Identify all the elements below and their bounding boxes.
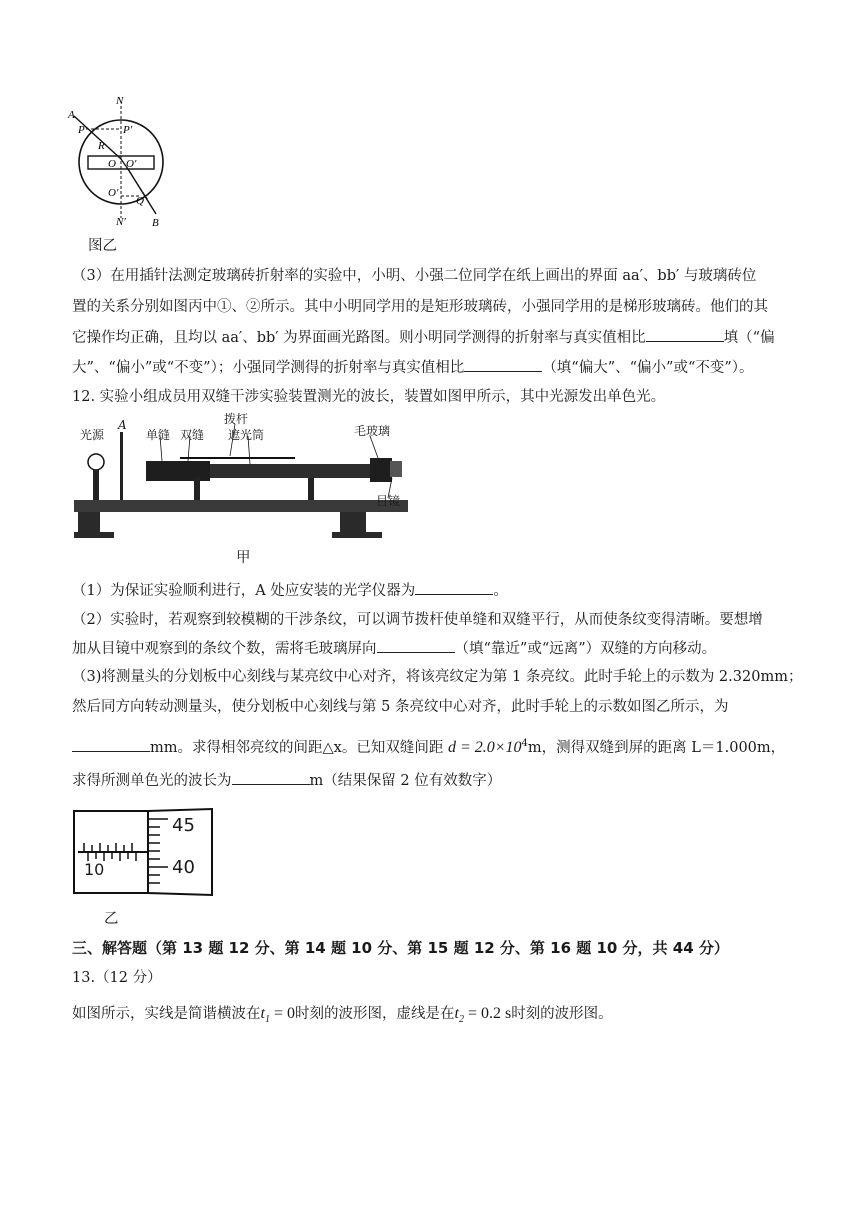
q11-3-line3-text: 它操作均正确，且均以 aa′、bb′ 为界面画光路图。则小明同学测得的折射率与真实值相比 (72, 330, 646, 346)
q11-3-line3 (72, 327, 775, 348)
q12-part2-text: 加从目镜中观察到的条纹个数，需将毛玻璃屏向 (72, 641, 377, 657)
label-B: B (152, 217, 159, 229)
q13-t1 (260, 1005, 295, 1026)
label-P: P (78, 124, 85, 136)
refraction-figure (66, 92, 176, 232)
label-A: A (68, 109, 75, 121)
label-rod: 拨杆 (224, 412, 249, 426)
micrometer-main-label: 10 (84, 860, 105, 879)
answer-blank-wavelength[interactable] (232, 770, 310, 785)
q13-text (72, 1004, 613, 1030)
label-R: R (98, 140, 105, 152)
q11-3-line4 (72, 357, 754, 378)
q13-text-c: 时刻的波形图。 (511, 1006, 613, 1022)
figure-caption-yi-top: 图乙 (88, 238, 117, 254)
q12-part2-line2 (72, 638, 716, 659)
label-Q: Q (136, 195, 144, 207)
q11-3-line4-end: （填“偏大”、“偏小”或“不变”）。 (542, 360, 754, 376)
q13-text-b: 时刻的波形图，虚线是在 (294, 1006, 455, 1022)
label-double-slit: 双缝 (180, 428, 205, 442)
figure-caption-jia: 甲 (236, 550, 251, 566)
q13-t2 (454, 1005, 512, 1026)
label-N-prime: N′ (116, 216, 126, 228)
q11-3-line4-text: 大”、“偏小”或“不变”）；小强同学测得的折射率与真实值相比 (72, 360, 465, 376)
label-O-prime: O′ (126, 158, 137, 170)
q13-t2-symbol: t (454, 1005, 459, 1022)
q12-part3-line4-end: m（结果保留 2 位有效数字） (309, 773, 502, 789)
q11-3-line1: （3）在用插针法测定玻璃砖折射率的实验中，小明、小强二位同学在纸上画出的界面 aa′、bb′ 与玻璃砖位 (72, 268, 757, 284)
formula-d: d = 2.0×10 (447, 738, 522, 756)
q12-part1 (72, 580, 508, 601)
q11-3-line2: 置的关系分别如图丙中①、②所示。其中小明同学用的是矩形玻璃砖，小强同学用的是梯形玻璃砖。他们的其 (72, 299, 768, 315)
label-O: O (108, 158, 116, 170)
q13-number: 13.（12 分） (72, 970, 162, 986)
label-eyepiece: 目镜 (376, 494, 401, 508)
q12-part3-line4 (72, 770, 501, 791)
answer-blank-optical-instrument[interactable] (415, 580, 493, 595)
q13-t1-subscript: 1 (264, 1014, 270, 1026)
label-light-source: 光源 (80, 428, 105, 442)
q12-part3-line3-text: mm。求得相邻亮纹的间距△x。已知双缝间距 (150, 739, 444, 756)
micrometer-figure (72, 805, 222, 900)
q12-part1-end: 。 (493, 583, 508, 599)
label-O-prime-2: O′ (108, 187, 119, 199)
label-P-prime: P′ (123, 124, 133, 136)
q12-part1-text: （1）为保证实验顺利进行，A 处应安装的光学仪器为 (72, 583, 416, 599)
label-tube: 遮光筒 (228, 428, 265, 442)
q13-t2-value: = 0.2 s (463, 1005, 512, 1022)
q12-part3-line3 (72, 734, 785, 758)
label-A-position: A (118, 418, 127, 432)
label-ground-glass: 毛玻璃 (354, 424, 391, 438)
answer-blank-xiaoqiang[interactable] (464, 357, 542, 372)
q13-t1-symbol: t (260, 1005, 265, 1022)
micrometer-upper-label: 45 (172, 815, 195, 836)
formula-d-exponent: 4 (521, 738, 528, 749)
q12-part3-line3-end: m，测得双缝到屏的距离 L＝1.000m， (527, 739, 786, 756)
answer-blank-reading[interactable] (72, 737, 150, 752)
q11-3-line3-after: 填（“偏 (723, 330, 775, 346)
q12-part3-line2: 然后同方向转动测量头，使分划板中心刻线与第 5 条亮纹中心对齐，此时手轮上的示数如图乙所示，为 (72, 699, 729, 715)
label-N: N (116, 95, 124, 107)
q12-part2-line1: （2）实验时，若观察到较模糊的干涉条纹，可以调节拨杆使单缝和双缝平行，从而使条纹变得清晰。要想增 (72, 612, 763, 628)
answer-blank-screen-direction[interactable] (377, 638, 455, 653)
q13-t1-value: = 0 (269, 1005, 295, 1022)
double-slit-apparatus-figure (70, 414, 415, 540)
figure-caption-yi-micrometer: 乙 (104, 911, 119, 927)
answer-blank-xiaoming[interactable] (646, 327, 724, 342)
section-3-title: 三、解答题（第 13 题 12 分、第 14 题 10 分、第 15 题 12 分、第 16 题 10 分，共 44 分） (72, 939, 729, 957)
q13-text-a: 如图所示，实线是简谐横波在 (72, 1006, 261, 1022)
q13-t2-subscript: 2 (458, 1014, 464, 1026)
q12-stem: 12. 实验小组成员用双缝干涉实验装置测光的波长，装置如图甲所示，其中光源发出单色光。 (72, 389, 666, 405)
label-single-slit: 单缝 (146, 428, 171, 442)
micrometer-lower-label: 40 (172, 857, 195, 878)
q12-part3-line4-text: 求得所测单色光的波长为 (72, 773, 232, 789)
q12-part3-line1: （3)将测量头的分划板中心刻线与某亮纹中心对齐，将该亮纹定为第 1 条亮纹。此时手轮上的示数为 2.320mm； (72, 669, 803, 685)
q12-part2-end: （填“靠近”或“远离”）双缝的方向移动。 (454, 641, 717, 657)
